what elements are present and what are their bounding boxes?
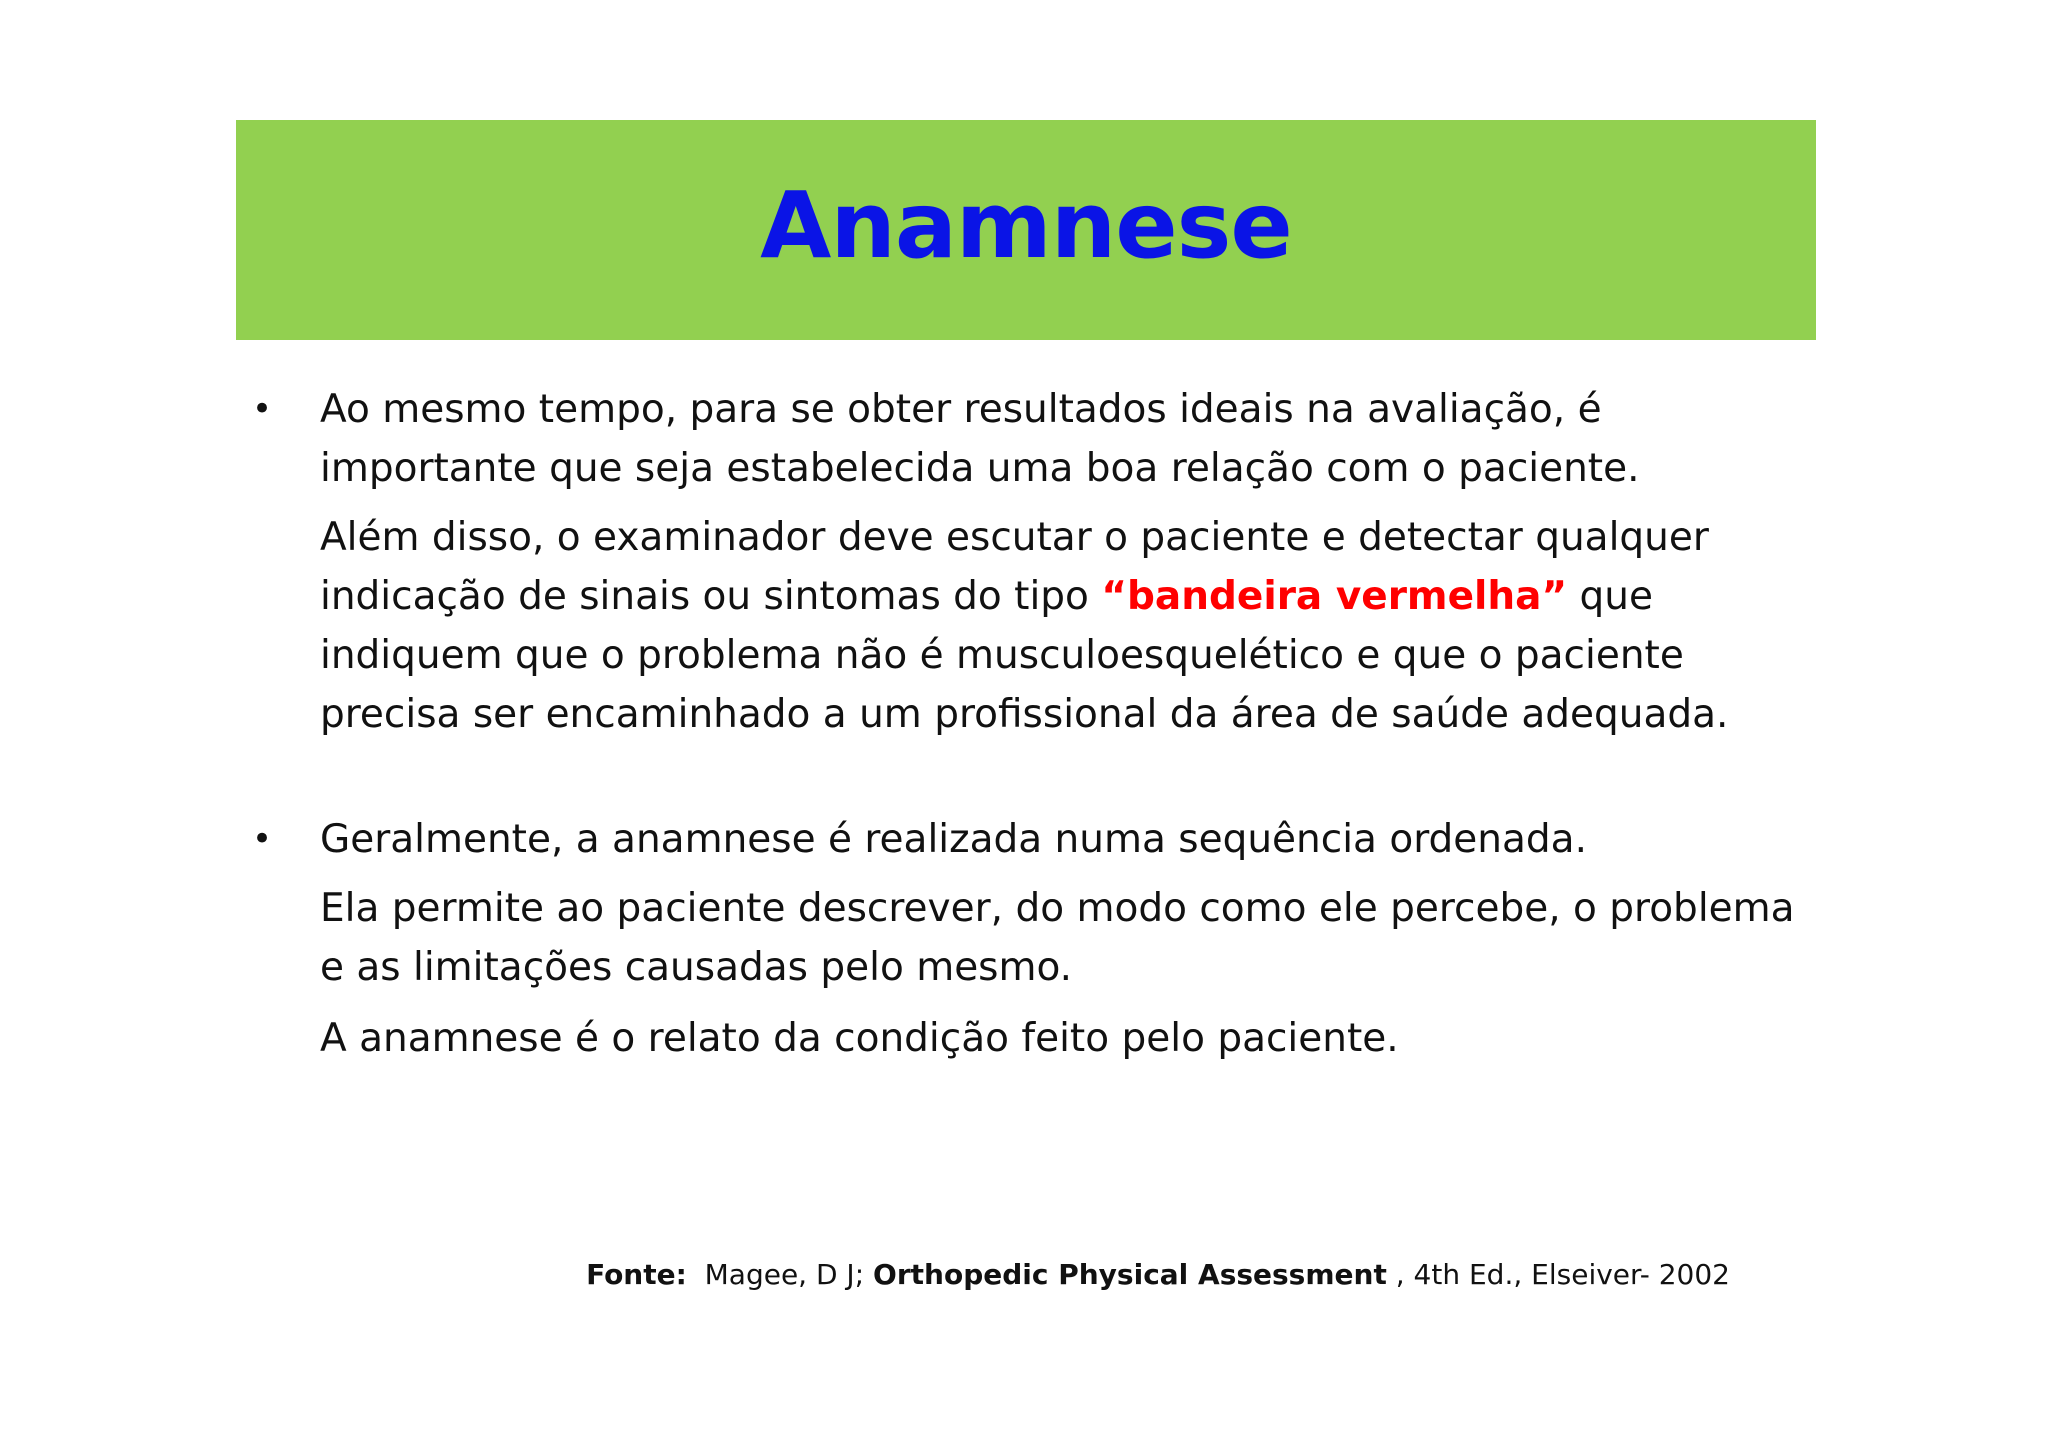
spacer [252, 756, 1812, 810]
red-flag-highlight: “bandeira vermelha” [1101, 574, 1568, 619]
bullet-item [252, 380, 1812, 744]
slide-content [252, 380, 1812, 1080]
bullet-icon: • [252, 389, 273, 429]
bullet-paragraph: Ela permite ao paciente descrever, do modo como ele percebe, o problema e as limitações causadas pelo mesmo. [320, 886, 1795, 990]
slide-title: Anamnese [760, 172, 1292, 279]
bullet-paragraph [320, 508, 1812, 744]
source-label: Fonte: [586, 1258, 687, 1291]
title-banner [236, 120, 1816, 340]
paragraph-text: Além disso, o examinador deve escutar o paciente e detectar qualquer indicação de sinais ou sintomas do tipo [320, 515, 1709, 619]
bullet-paragraph: A anamnese é o relato da condição feito pelo paciente. [320, 1016, 1399, 1061]
source-details: , 4th Ed., Elseiver- 2002 [1395, 1258, 1730, 1291]
bullet-paragraph: Ao mesmo tempo, para se obter resultados ideais na avaliação, é importante que seja estabelecida uma boa relação com o paciente. [320, 387, 1640, 491]
source-book-title: Orthopedic Physical Assessment [873, 1258, 1387, 1291]
bullet-item [252, 810, 1812, 1068]
bullet-paragraph: Geralmente, a anamnese é realizada numa sequência ordenada. [320, 817, 1587, 862]
paragraph-text: que indiquem que o problema não é musculoesquelético e que o paciente precisa ser encaminhado a um profissional da área de saúde adequada. [320, 574, 1729, 737]
source-citation [586, 1258, 1730, 1291]
source-author: Magee, D J; [704, 1258, 865, 1291]
bullet-icon: • [252, 819, 273, 859]
